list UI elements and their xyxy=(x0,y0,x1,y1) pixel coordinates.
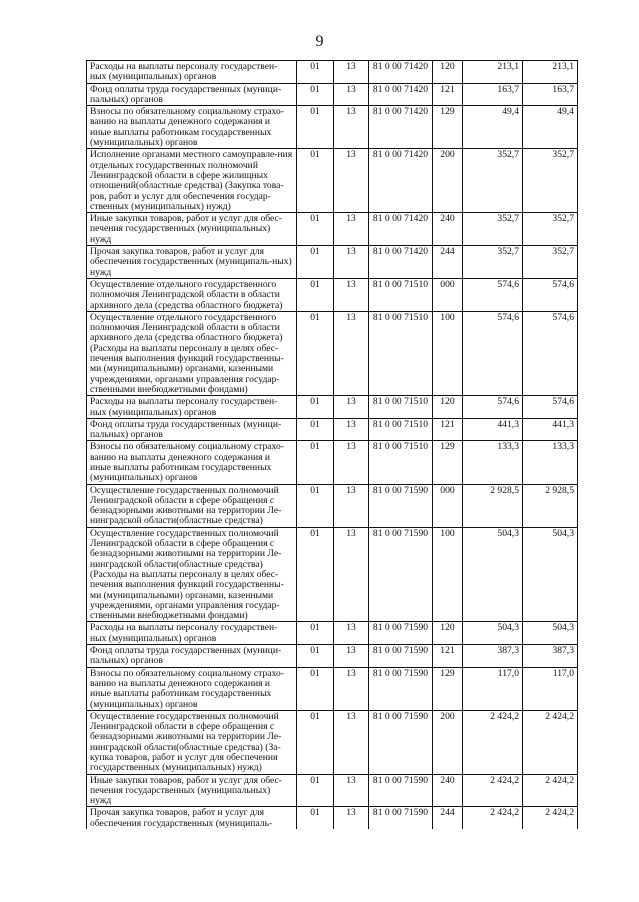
subsection-code-cell: 13 xyxy=(334,213,369,246)
expense-type-cell: 120 xyxy=(433,396,463,419)
row-name-cell: Взносы по обязательному социальному страхо-ванию на выплаты денежного содержания и иные выплаты работникам государственных (муниципальных) органов xyxy=(87,667,297,710)
table-row xyxy=(87,667,578,710)
subsection-code-cell: 13 xyxy=(334,396,369,419)
row-name-cell: Осуществление отдельного государственного полномочия Ленинградской области в области архивного дела (средства областного бюджета) xyxy=(87,278,297,311)
row-name-cell: Осуществление государственных полномочий Ленинградской области в сфере обращения с безнадзорными животными на территории Ле-нинградской области(областные средства) (За-купка товаров, работ и услуг для обеспечения государственных (муниципальных) нужд) xyxy=(87,710,297,774)
table-row xyxy=(87,213,578,246)
amount-cell-1: 441,3 xyxy=(463,418,523,441)
amount-cell-2: 504,3 xyxy=(523,622,578,645)
row-name-cell: Осуществление государственных полномочий Ленинградской области в сфере обращения с безнадзорными животными на территории Ле-нинградской области(областные средства) (Расходы на выплаты персоналу в целях обес-печения выполнения функций государственны-ми (муниципальными) органами, казенными учреждениями, органами управления государ-ственными внебюджетными фондами) xyxy=(87,527,297,622)
expense-type-cell: 121 xyxy=(433,83,463,106)
amount-cell-1: 163,7 xyxy=(463,83,523,106)
subsection-code-cell: 13 xyxy=(334,83,369,106)
row-name-cell: Иные закупки товаров, работ и услуг для обес-печения государственных (муниципальных) нужд xyxy=(87,213,297,246)
amount-cell-2: 352,7 xyxy=(523,213,578,246)
page-number: 9 xyxy=(315,33,324,50)
expense-type-cell: 129 xyxy=(433,667,463,710)
section-code-cell: 01 xyxy=(297,149,334,213)
amount-cell-1: 574,6 xyxy=(463,278,523,311)
expense-type-cell: 129 xyxy=(433,106,463,149)
amount-cell-2: 2 928,5 xyxy=(523,484,578,527)
target-article-cell: 81 0 00 71590 xyxy=(369,667,433,710)
expense-type-cell: 000 xyxy=(433,278,463,311)
table-row xyxy=(87,106,578,149)
amount-cell-2: 133,3 xyxy=(523,441,578,484)
subsection-code-cell: 13 xyxy=(334,484,369,527)
section-code-cell: 01 xyxy=(297,418,334,441)
subsection-code-cell: 13 xyxy=(334,61,369,84)
target-article-cell: 81 0 00 71420 xyxy=(369,149,433,213)
row-name-cell: Фонд оплаты труда государственных (муници-пальных) органов xyxy=(87,418,297,441)
row-name-cell: Исполнение органами местного самоуправле-ния отдельных государственных полномочий Ленинградской области в сфере жилищных отношений(областные средства) (Закупка това-ров, работ и услуг для обеспечения государ-ственных (муниципальных) нужд) xyxy=(87,149,297,213)
subsection-code-cell: 13 xyxy=(334,441,369,484)
target-article-cell: 81 0 00 71590 xyxy=(369,645,433,668)
subsection-code-cell: 13 xyxy=(334,807,369,829)
amount-cell-1: 117,0 xyxy=(463,667,523,710)
amount-cell-2: 504,3 xyxy=(523,527,578,622)
row-name-cell: Осуществление государственных полномочий Ленинградской области в сфере обращения с безнадзорными животными на территории Ле-нинградской области(областные средства) xyxy=(87,484,297,527)
table-row xyxy=(87,710,578,774)
amount-cell-1: 574,6 xyxy=(463,311,523,395)
amount-cell-2: 163,7 xyxy=(523,83,578,106)
amount-cell-2: 2 424,2 xyxy=(523,774,578,807)
table-row xyxy=(87,645,578,668)
target-article-cell: 81 0 00 71590 xyxy=(369,527,433,622)
row-name-cell: Прочая закупка товаров, работ и услуг для обеспечения государственных (муниципаль-ных) нужд xyxy=(87,246,297,279)
table-row xyxy=(87,418,578,441)
amount-cell-1: 504,3 xyxy=(463,622,523,645)
row-name-cell: Фонд оплаты труда государственных (муници-пальных) органов xyxy=(87,645,297,668)
target-article-cell: 81 0 00 71420 xyxy=(369,213,433,246)
table-row xyxy=(87,83,578,106)
section-code-cell: 01 xyxy=(297,807,334,829)
table-row xyxy=(87,774,578,807)
budget-table xyxy=(86,60,578,829)
amount-cell-1: 574,6 xyxy=(463,396,523,419)
amount-cell-2: 387,3 xyxy=(523,645,578,668)
row-name-cell: Расходы на выплаты персоналу государствен-ных (муниципальных) органов xyxy=(87,396,297,419)
subsection-code-cell: 13 xyxy=(334,622,369,645)
amount-cell-1: 387,3 xyxy=(463,645,523,668)
subsection-code-cell: 13 xyxy=(334,710,369,774)
expense-type-cell: 000 xyxy=(433,484,463,527)
target-article-cell: 81 0 00 71590 xyxy=(369,807,433,829)
row-name-cell: Взносы по обязательному социальному страхо-ванию на выплаты денежного содержания и иные выплаты работникам государственных (муниципальных) органов xyxy=(87,106,297,149)
amount-cell-2: 2 424,2 xyxy=(523,807,578,829)
section-code-cell: 01 xyxy=(297,106,334,149)
target-article-cell: 81 0 00 71420 xyxy=(369,61,433,84)
section-code-cell: 01 xyxy=(297,527,334,622)
target-article-cell: 81 0 00 71510 xyxy=(369,311,433,395)
row-name-cell: Расходы на выплаты персоналу государствен-ных (муниципальных) органов xyxy=(87,61,297,84)
amount-cell-2: 213,1 xyxy=(523,61,578,84)
table-row xyxy=(87,396,578,419)
subsection-code-cell: 13 xyxy=(334,418,369,441)
target-article-cell: 81 0 00 71590 xyxy=(369,710,433,774)
table-row xyxy=(87,149,578,213)
table-row xyxy=(87,622,578,645)
table-row xyxy=(87,484,578,527)
section-code-cell: 01 xyxy=(297,645,334,668)
budget-table-body xyxy=(87,61,578,830)
section-code-cell: 01 xyxy=(297,311,334,395)
amount-cell-2: 49,4 xyxy=(523,106,578,149)
amount-cell-1: 2 424,2 xyxy=(463,774,523,807)
subsection-code-cell: 13 xyxy=(334,149,369,213)
target-article-cell: 81 0 00 71590 xyxy=(369,774,433,807)
amount-cell-2: 2 424,2 xyxy=(523,710,578,774)
expense-type-cell: 240 xyxy=(433,213,463,246)
target-article-cell: 81 0 00 71590 xyxy=(369,484,433,527)
section-code-cell: 01 xyxy=(297,83,334,106)
amount-cell-2: 574,6 xyxy=(523,311,578,395)
subsection-code-cell: 13 xyxy=(334,311,369,395)
row-name-cell: Расходы на выплаты персоналу государствен-ных (муниципальных) органов xyxy=(87,622,297,645)
target-article-cell: 81 0 00 71510 xyxy=(369,441,433,484)
expense-type-cell: 120 xyxy=(433,61,463,84)
amount-cell-1: 352,7 xyxy=(463,246,523,279)
row-name-cell: Иные закупки товаров, работ и услуг для обес-печения государственных (муниципальных) нужд xyxy=(87,774,297,807)
section-code-cell: 01 xyxy=(297,396,334,419)
subsection-code-cell: 13 xyxy=(334,774,369,807)
table-row xyxy=(87,246,578,279)
row-name-cell: Фонд оплаты труда государственных (муници-пальных) органов xyxy=(87,83,297,106)
row-name-cell: Осуществление отдельного государственного полномочия Ленинградской области в области архивного дела (средства областного бюджета) (Расходы на выплаты персоналу в целях обес-печения выполнения функций государственны-ми (муниципальными) органами, казенными учреждениями, органами управления государ-ственными внебюджетными фондами) xyxy=(87,311,297,395)
row-name-cell: Взносы по обязательному социальному страхо-ванию на выплаты денежного содержания и иные выплаты работникам государственных (муниципальных) органов xyxy=(87,441,297,484)
table-row xyxy=(87,807,578,829)
section-code-cell: 01 xyxy=(297,441,334,484)
target-article-cell: 81 0 00 71420 xyxy=(369,106,433,149)
subsection-code-cell: 13 xyxy=(334,106,369,149)
section-code-cell: 01 xyxy=(297,246,334,279)
table-row xyxy=(87,311,578,395)
amount-cell-1: 2 424,2 xyxy=(463,710,523,774)
amount-cell-1: 213,1 xyxy=(463,61,523,84)
subsection-code-cell: 13 xyxy=(334,667,369,710)
table-row xyxy=(87,61,578,84)
amount-cell-1: 2 928,5 xyxy=(463,484,523,527)
amount-cell-2: 574,6 xyxy=(523,278,578,311)
expense-type-cell: 100 xyxy=(433,311,463,395)
section-code-cell: 01 xyxy=(297,774,334,807)
section-code-cell: 01 xyxy=(297,710,334,774)
expense-type-cell: 121 xyxy=(433,418,463,441)
table-row xyxy=(87,527,578,622)
expense-type-cell: 121 xyxy=(433,645,463,668)
section-code-cell: 01 xyxy=(297,213,334,246)
target-article-cell: 81 0 00 71590 xyxy=(369,622,433,645)
section-code-cell: 01 xyxy=(297,622,334,645)
amount-cell-1: 352,7 xyxy=(463,149,523,213)
amount-cell-1: 133,3 xyxy=(463,441,523,484)
subsection-code-cell: 13 xyxy=(334,645,369,668)
table-row xyxy=(87,441,578,484)
amount-cell-2: 352,7 xyxy=(523,246,578,279)
amount-cell-2: 117,0 xyxy=(523,667,578,710)
row-name-cell: Прочая закупка товаров, работ и услуг для обеспечения государственных (муниципаль- xyxy=(87,807,297,829)
target-article-cell: 81 0 00 71510 xyxy=(369,396,433,419)
expense-type-cell: 244 xyxy=(433,246,463,279)
expense-type-cell: 244 xyxy=(433,807,463,829)
expense-type-cell: 200 xyxy=(433,710,463,774)
subsection-code-cell: 13 xyxy=(334,246,369,279)
target-article-cell: 81 0 00 71420 xyxy=(369,246,433,279)
amount-cell-2: 441,3 xyxy=(523,418,578,441)
expense-type-cell: 100 xyxy=(433,527,463,622)
subsection-code-cell: 13 xyxy=(334,278,369,311)
section-code-cell: 01 xyxy=(297,61,334,84)
target-article-cell: 81 0 00 71420 xyxy=(369,83,433,106)
expense-type-cell: 240 xyxy=(433,774,463,807)
amount-cell-1: 504,3 xyxy=(463,527,523,622)
amount-cell-1: 49,4 xyxy=(463,106,523,149)
table-row xyxy=(87,278,578,311)
section-code-cell: 01 xyxy=(297,667,334,710)
amount-cell-2: 574,6 xyxy=(523,396,578,419)
expense-type-cell: 129 xyxy=(433,441,463,484)
subsection-code-cell: 13 xyxy=(334,527,369,622)
target-article-cell: 81 0 00 71510 xyxy=(369,418,433,441)
amount-cell-1: 2 424,2 xyxy=(463,807,523,829)
expense-type-cell: 120 xyxy=(433,622,463,645)
target-article-cell: 81 0 00 71510 xyxy=(369,278,433,311)
expense-type-cell: 200 xyxy=(433,149,463,213)
section-code-cell: 01 xyxy=(297,484,334,527)
amount-cell-1: 352,7 xyxy=(463,213,523,246)
amount-cell-2: 352,7 xyxy=(523,149,578,213)
section-code-cell: 01 xyxy=(297,278,334,311)
